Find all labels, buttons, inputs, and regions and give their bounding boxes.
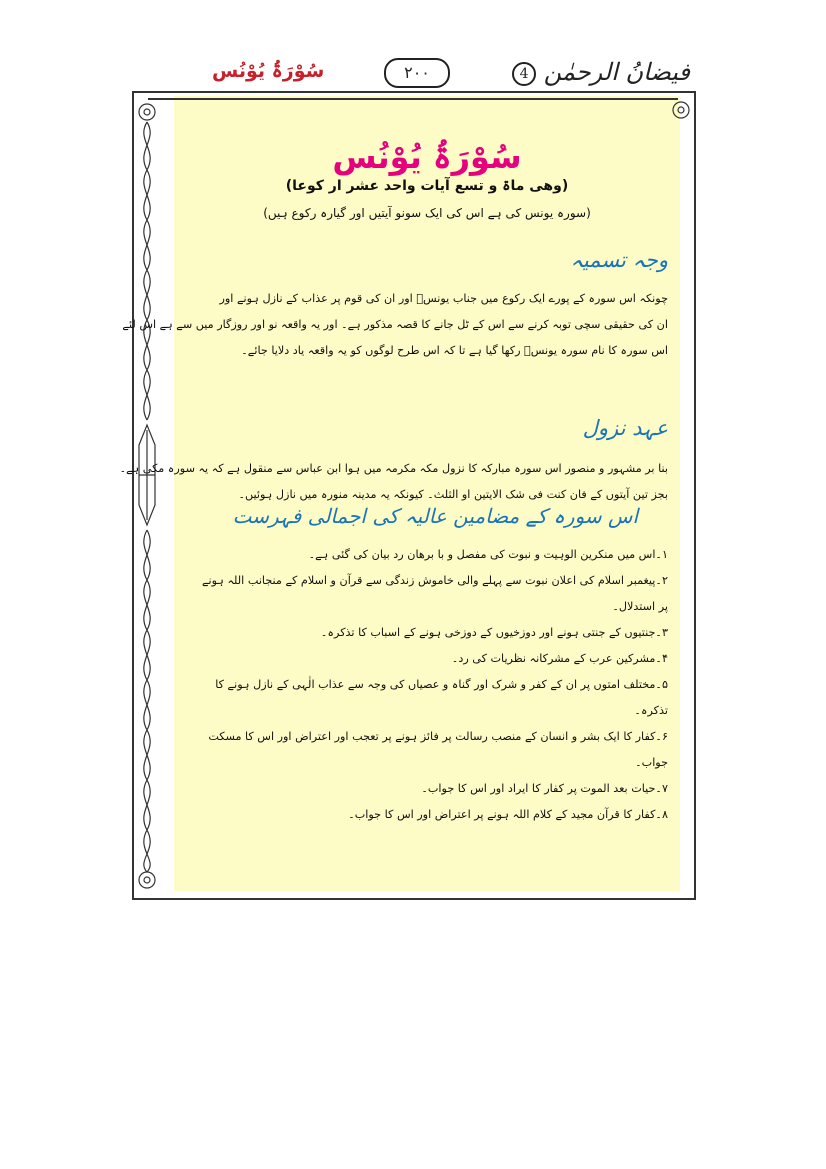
section-heading-ahd: عہد نزول [582, 416, 668, 440]
header-surah-name: سُوْرَۃُ یُوْنُس [212, 60, 325, 82]
section-heading-wajh: وجہ تسمیہ [570, 248, 668, 272]
book-title [508, 58, 690, 86]
list-item: ۸۔کفار کا قرآن مجید کے کلام اللہ ہونے پر اعتراض اور اس کا جواب۔ [348, 808, 668, 821]
list-item: ۳۔جنتیوں کے جنتی ہونے اور دوزخیوں کے دوزخی ہونے کے اسباب کا تذکرہ۔ [320, 626, 668, 639]
page-header [130, 56, 690, 96]
list-fehrist [180, 542, 668, 828]
list-item: پر استدلال۔ [612, 600, 668, 613]
surah-subtitle-arabic: (وھی ماۃ و تسع آیات واحد عشر ار کوعا) [285, 178, 569, 194]
list-item: ۱۔اس میں منکرین الوہیت و نبوت کی مفصل و با برھان رد بیان کی گئی ہے۔ [308, 548, 668, 561]
text-line: اس سورہ کا نام سورہ یونسؑ رکھا گیا ہے تا کہ اس طرح لوگوں کو یہ واقعہ یاد دلایا جائے۔ [241, 344, 668, 357]
surah-title: سُوْرَۃُ یُوْنُس [332, 138, 522, 176]
page-number: ۲۰۰ [384, 58, 450, 88]
text-line: بجز تین آیتوں کے فان کنت فی شک الایتین او الثلث۔ کیونکہ یہ مدینہ منورہ میں نازل ہوئیں۔ [238, 488, 668, 501]
list-item: ۶۔کفار کا ایک بشر و انسان کے منصب رسالت پر فائز ہونے پر تعجب اور اعتراض اور اس کا مسکت [208, 730, 668, 743]
text-line [180, 430, 668, 456]
section-heading-fehrist: اس سورہ کے مضامین عالیہ کی اجمالی فہرست [232, 504, 638, 528]
text-line: بنا بر مشہور و منصور اس سورہ مبارکہ کا نزول مکہ مکرمہ میں ہوا ابن عباس سے منقول ہے کہ یہ سورہ مکی ہے۔ [119, 462, 668, 475]
paragraph-ahd [119, 430, 668, 508]
paragraph-wajh [122, 286, 668, 364]
list-item: ۲۔پیغمبر اسلام کی اعلان نبوت سے پہلے والی خاموش زندگی سے قرآن و اسلام کے منجانب اللہ ہونے [201, 574, 668, 587]
surah-subtitle-urdu: (سورہ یونس کی ہے اس کی ایک سونو آیتیں اور گیارہ رکوع ہیں) [263, 206, 591, 220]
text-line: چونکہ اس سورہ کے پورے ایک رکوع میں جناب یونسؑ اور ان کی قوم پر عذاب کے نازل ہونے اور [219, 292, 668, 305]
list-item: ۴۔مشرکین عرب کے مشرکانہ نظریات کی رد۔ [451, 652, 668, 665]
volume-number: 4 [512, 62, 536, 86]
floral-border-icon [134, 100, 160, 890]
list-item: جواب۔ [635, 756, 668, 769]
list-item: ۵۔مختلف امتوں پر ان کے کفر و شرک اور گناہ و عصیاں کی وجہ سے عذاب الٰہی کے نازل ہونے کا [215, 678, 668, 691]
list-item: ۷۔حیات بعد الموت پر کفار کا ایراد اور اس کا جواب۔ [421, 782, 668, 795]
page-content [119, 96, 680, 891]
text-line: ان کی حقیقی سچی توبہ کرنے سے اس کے ٹل جانے کا قصہ مذکور ہے۔ اور یہ واقعہ نو اور روزگار میں سے ہے اس لئے [122, 318, 668, 331]
list-item: تذکرہ۔ [634, 704, 668, 717]
book-title-text: فیضانُ الرحمٰن [543, 58, 690, 86]
